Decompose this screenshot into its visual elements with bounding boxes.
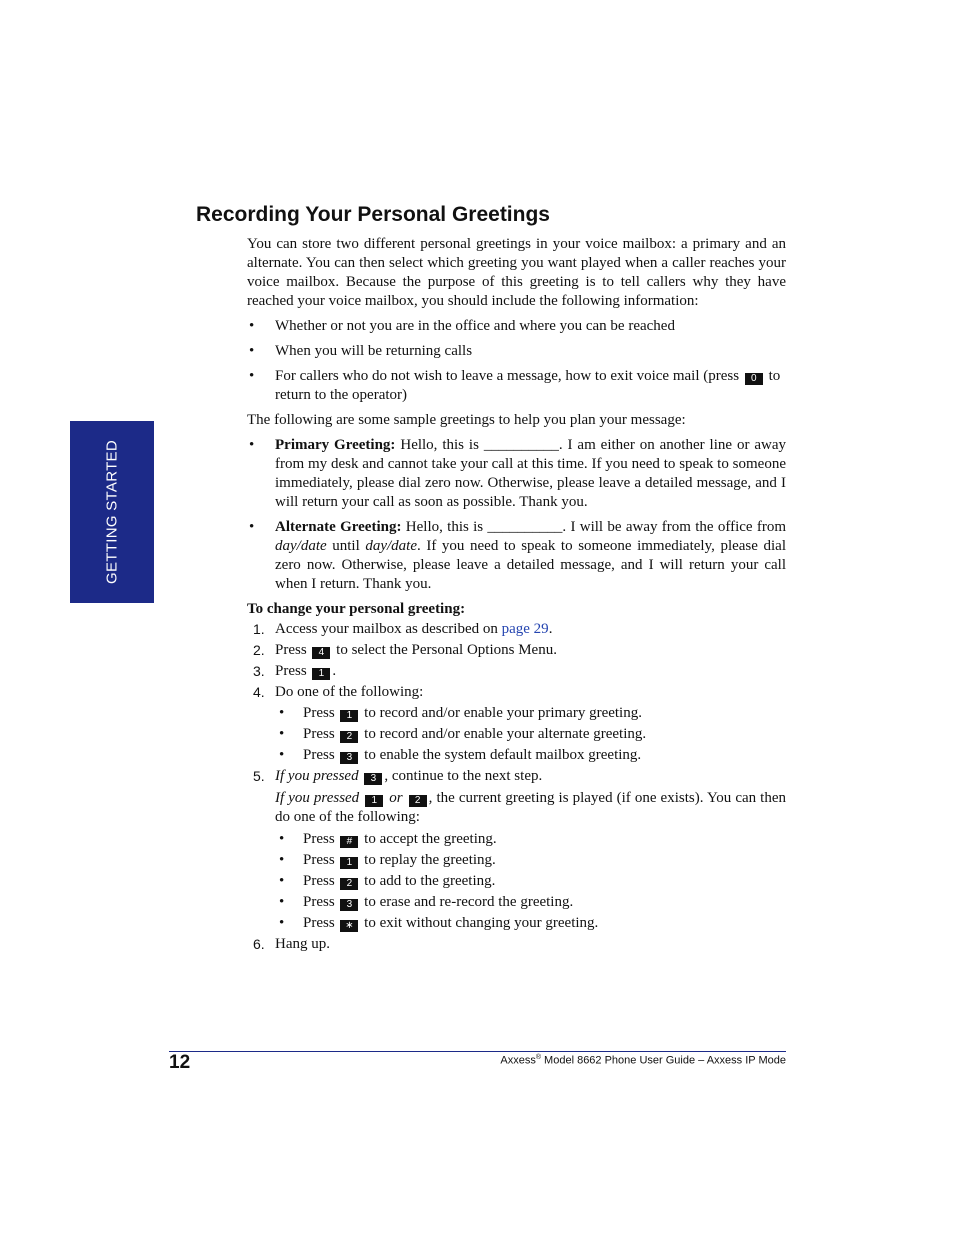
step-text: , continue to the next step. [384, 768, 543, 784]
step-condition: If you pressed [275, 768, 359, 784]
key-1-icon: 1 [340, 710, 358, 722]
info-bullet-list [247, 317, 786, 405]
list-item [275, 829, 786, 850]
main-content [247, 235, 786, 955]
key-3-icon: 3 [340, 752, 358, 764]
key-1-icon: 1 [312, 668, 330, 680]
step-2 [247, 640, 786, 661]
bullet-text: to return to the operator) [275, 368, 781, 403]
step-4-options [275, 703, 786, 766]
key-pound-icon: # [340, 836, 358, 848]
step-5 [247, 766, 786, 934]
alternate-greeting-label: Alternate Greeting: [275, 519, 402, 535]
option-text: to erase and re-record the greeting. [364, 894, 574, 910]
key-1-icon: 1 [365, 795, 383, 807]
key-asterisk-icon: ∗ [340, 920, 358, 932]
footer-guide-title: Model 8662 Phone User Guide – Axxess IP Mode [541, 1054, 786, 1067]
step-text: . [548, 621, 553, 637]
step-3 [247, 661, 786, 682]
option-text: to enable the system default mailbox greeting. [364, 747, 642, 763]
footer-divider [169, 1051, 786, 1052]
option-text: Press [303, 852, 335, 868]
step-text: Do one of the following: [275, 684, 424, 700]
step-condition: , [428, 790, 433, 806]
page-title: Recording Your Personal Greetings [196, 203, 550, 226]
option-text: Press [303, 726, 335, 742]
step-number: 3. [253, 663, 265, 679]
page-link[interactable]: page 29 [501, 621, 549, 637]
list-item [247, 367, 786, 405]
option-text: Press [303, 831, 335, 847]
alternate-text: . If you need to speak to someone immediately, please dial zero now. Otherwise, please leave a detailed message, and I will return your call when I return. Thank you. [275, 538, 787, 592]
list-item [275, 724, 786, 745]
option-text: to add to the greeting. [364, 873, 496, 889]
step-text: to select the Personal Options Menu. [336, 642, 557, 658]
registered-mark: ® [535, 1054, 541, 1061]
option-text: to record and/or enable your alternate greeting. [364, 726, 647, 742]
intro-paragraph: You can store two different personal greetings in your voice mailbox: a primary and an alternate. You can then select which greeting you want played when a caller reaches your voice mailbox. Because the purpose of this greeting is to tell callers why they have reached your voice mailbox, you should include the following information: [247, 236, 786, 309]
key-2-icon: 2 [409, 795, 427, 807]
list-item [275, 892, 786, 913]
step-text: the current greeting is played (if one exists). You can then do one of the following: [275, 790, 787, 825]
option-text: to record and/or enable your primary greeting. [364, 705, 642, 721]
list-item [247, 317, 786, 336]
key-1-icon: 1 [340, 857, 358, 869]
step-5-detail [275, 789, 786, 827]
key-2-icon: 2 [340, 731, 358, 743]
bullet-text: Whether or not you are in the office and where you can be reached [275, 318, 675, 334]
procedure-title-text: To change your personal greeting: [247, 601, 466, 617]
option-text: Press [303, 915, 335, 931]
primary-greeting-item [247, 436, 786, 512]
step-condition: If you pressed [275, 790, 360, 806]
side-tab [70, 421, 154, 603]
step-4 [247, 682, 786, 766]
step-number: 5. [253, 768, 265, 784]
samples-intro: The following are some sample greetings to help you plan your message: [247, 412, 686, 428]
key-4-icon: 4 [312, 647, 330, 659]
sample-greeting-list [247, 436, 786, 594]
step-text: Press [275, 663, 307, 679]
key-2-icon: 2 [340, 878, 358, 890]
page-number: 12 [169, 1052, 191, 1073]
key-3-icon: 3 [364, 773, 382, 785]
alternate-greeting-item [247, 518, 786, 594]
side-tab-label: GETTING STARTED [103, 440, 121, 584]
primary-greeting-label: Primary Greeting: [275, 437, 396, 453]
step-number: 2. [253, 642, 265, 658]
key-zero-icon: 0 [745, 373, 763, 385]
step-6 [247, 934, 786, 955]
procedure-steps [247, 619, 786, 955]
list-item [275, 913, 786, 934]
step-number: 6. [253, 936, 265, 952]
option-text: Press [303, 873, 335, 889]
step-5-options [275, 829, 786, 934]
alternate-date-placeholder: day/date [275, 538, 327, 554]
option-text: Press [303, 705, 335, 721]
list-item [275, 703, 786, 724]
alternate-date-placeholder: day/date [365, 538, 418, 554]
step-text: Access your mailbox as described on [275, 621, 498, 637]
list-item [275, 871, 786, 892]
footer-brand: Axxess [500, 1054, 536, 1067]
key-3-icon: 3 [340, 899, 358, 911]
list-item [275, 745, 786, 766]
step-text: Hang up. [275, 936, 330, 952]
list-item [247, 342, 786, 361]
option-text: Press [303, 747, 335, 763]
list-item [275, 850, 786, 871]
procedure-title [247, 600, 786, 619]
alternate-text: until [332, 538, 360, 554]
footer-title [500, 1054, 786, 1067]
alternate-text: Hello, this is __________. I will be away from the office from [405, 519, 787, 535]
option-text: to replay the greeting. [364, 852, 496, 868]
option-text: to exit without changing your greeting. [364, 915, 599, 931]
step-1 [247, 619, 786, 640]
step-number: 1. [253, 621, 265, 637]
bullet-text: For callers who do not wish to leave a message, how to exit voice mail (press [275, 368, 740, 384]
option-text: Press [303, 894, 335, 910]
step-text: . [332, 663, 337, 679]
primary-greeting-text: Hello, this is __________. I am either on another line or away from my desk and cannot take your call at this time. If you need to speak to someone immediately, please dial zero now. Otherwise, please leave a detailed message, and I will return your call as soon as possible. Thank you. [275, 437, 787, 510]
step-text: Press [275, 642, 307, 658]
option-text: to accept the greeting. [364, 831, 497, 847]
bullet-text: When you will be returning calls [275, 343, 473, 359]
step-condition: or [389, 790, 403, 806]
step-number: 4. [253, 684, 265, 700]
